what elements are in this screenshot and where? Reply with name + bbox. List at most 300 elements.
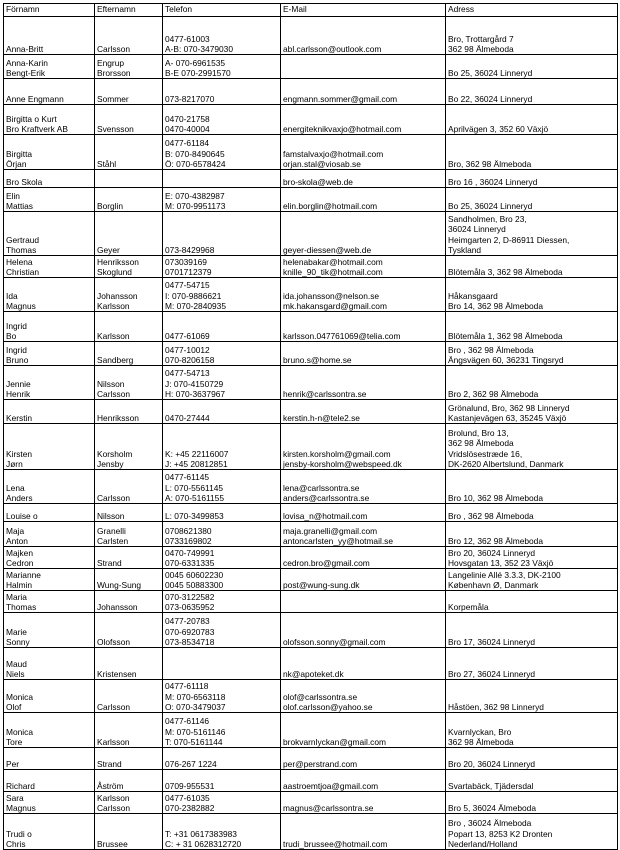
table-row (4, 748, 618, 770)
phone-cell (163, 79, 281, 105)
cell-line: København Ø, Danmark (448, 579, 539, 590)
phone-cell (163, 400, 281, 424)
cell-line: lovisa_n@hotmail.com (283, 510, 368, 521)
cell-line: karlsson.047761069@telia.com (283, 330, 401, 341)
cell-line: 0477-20783 (165, 616, 210, 627)
table-row (4, 17, 618, 55)
first-name-cell (4, 713, 95, 748)
email-cell (281, 188, 446, 212)
address-cell (446, 770, 618, 792)
cell-line: Bro 14, 362 98 Älmeboda (448, 300, 543, 311)
phone-cell (163, 613, 281, 648)
cell-line: Kirsten (6, 448, 33, 459)
cell-line: bro-skola@web.de (283, 176, 353, 187)
first-name-cell (4, 400, 95, 424)
cell-line: brokvarnlyckan@gmail.com (283, 736, 386, 747)
first-name-cell (4, 748, 95, 770)
email-cell (281, 256, 446, 278)
cell-line: ida.johansson@nelson.se (283, 290, 380, 301)
cell-line: Kerstin (6, 412, 33, 423)
last-name-cell (95, 547, 163, 569)
cell-line: Strand (97, 557, 122, 568)
first-name-cell (4, 522, 95, 547)
header-address: Adress (446, 4, 618, 17)
last-name-cell (95, 79, 163, 105)
phone-cell (163, 424, 281, 470)
cell-line: A-B: 070-3479030 (165, 43, 233, 54)
cell-line: Skoglund (97, 266, 132, 277)
cell-line: bruno.s@home.se (283, 354, 352, 365)
email-cell (281, 170, 446, 188)
cell-line: Heimgarten 2, D-86911 Diessen, (448, 234, 570, 245)
cell-line: Thomas (6, 244, 37, 255)
cell-line: 0733169802 (165, 535, 212, 546)
cell-line: abl.carlsson@outlook.com (283, 43, 382, 54)
last-name-cell (95, 504, 163, 522)
cell-line: magnus@carlssontra.se (283, 802, 374, 813)
cell-line: T: +31 0617383983 (165, 828, 237, 839)
cell-line: per@perstrand.com (283, 758, 358, 769)
cell-line: antoncarlsten_yy@hotmail.se (283, 535, 393, 546)
cell-line: Cedron (6, 557, 34, 568)
cell-line: Bro , 362 98 Älmeboda (448, 510, 534, 521)
cell-line: Bro , 36024 Älmeboda (448, 818, 532, 829)
last-name-cell (95, 135, 163, 170)
cell-line: Ingrid (6, 344, 27, 355)
cell-line: M: 070-9951173 (165, 200, 226, 211)
cell-line: H: 070-3637967 (165, 388, 226, 399)
cell-line: 0477-54715 (165, 280, 210, 291)
last-name-cell (95, 713, 163, 748)
cell-line: 0477-61146 (165, 716, 210, 727)
email-cell (281, 522, 446, 547)
email-cell (281, 424, 446, 470)
cell-line: Carlsson (97, 802, 131, 813)
table-row (4, 522, 618, 547)
last-name-cell (95, 312, 163, 342)
cell-line: Bengt-Erik (6, 67, 46, 78)
cell-line: Karlsson (97, 330, 130, 341)
cell-line: Borglin (97, 200, 124, 211)
email-cell (281, 680, 446, 713)
cell-line: E: 070-4382987 (165, 190, 225, 201)
email-cell (281, 17, 446, 55)
first-name-cell (4, 680, 95, 713)
cell-line: Marianne (6, 569, 41, 580)
cell-line: Bro 20, 36024 Linneryd (448, 547, 536, 558)
email-cell (281, 748, 446, 770)
table-row (4, 79, 618, 105)
cell-line: geyer-diessen@web.de (283, 244, 372, 255)
cell-line: M: 070-5161146 (165, 726, 226, 737)
address-cell (446, 366, 618, 400)
cell-line: 070-6920783 (165, 626, 215, 637)
cell-line: L: 070-3499853 (165, 510, 224, 521)
cell-line: henrik@carlssontra.se (283, 388, 367, 399)
table-row (4, 613, 618, 648)
cell-line: engmann.sommer@gmail.com (283, 93, 398, 104)
cell-line: Svensson (97, 123, 134, 134)
cell-line: Olofsson (97, 636, 131, 647)
last-name-cell (95, 424, 163, 470)
cell-line: Richard (6, 780, 35, 791)
cell-line: Tyskland (448, 244, 482, 255)
cell-line: Mattias (6, 200, 33, 211)
cell-line: 070-8206158 (165, 354, 215, 365)
phone-cell (163, 170, 281, 188)
phone-cell (163, 55, 281, 79)
cell-line: Elin (6, 190, 20, 201)
cell-line: helenabakar@hotmail.com (283, 256, 383, 267)
cell-line: olofsson.sonny@gmail.com (283, 636, 386, 647)
cell-line: 0701712379 (165, 266, 212, 277)
first-name-cell (4, 170, 95, 188)
first-name-cell (4, 79, 95, 105)
cell-line: Bro 16 , 36024 Linneryd (448, 176, 538, 187)
email-cell (281, 569, 446, 591)
address-cell (446, 470, 618, 504)
cell-line: Anne Engmann (6, 93, 64, 104)
cell-line: Maria (6, 591, 27, 602)
cell-line: Bro 5, 36024 Älmeboda (448, 802, 536, 813)
cell-line: Bo (6, 330, 17, 341)
cell-line: Sandberg (97, 354, 134, 365)
cell-line: Sommer (97, 93, 129, 104)
last-name-cell (95, 105, 163, 135)
cell-line: Kristensen (97, 668, 137, 679)
phone-cell (163, 547, 281, 569)
cell-line: Magnus (6, 300, 36, 311)
cell-line: Kastanjevägen 63, 35245 Växjö (448, 412, 567, 423)
email-cell (281, 648, 446, 680)
cell-line: Ida (6, 290, 18, 301)
cell-line: 0477-61145 (165, 472, 210, 483)
address-cell (446, 170, 618, 188)
address-cell (446, 504, 618, 522)
cell-line: 070-3122582 (165, 591, 215, 602)
table-row (4, 713, 618, 748)
first-name-cell (4, 342, 95, 366)
first-name-cell (4, 256, 95, 278)
address-cell (446, 648, 618, 680)
table-row (4, 680, 618, 713)
cell-line: Ståhl (97, 158, 117, 169)
cell-line: Blötemåla 3, 362 98 Älmeboda (448, 266, 563, 277)
cell-line: Tore (6, 736, 23, 747)
table-row (4, 212, 618, 256)
cell-line: aastroemtjoa@gmail.com (283, 780, 379, 791)
address-cell (446, 591, 618, 613)
cell-line: 362 98 Älmeboda (448, 43, 514, 54)
cell-line: Christian (6, 266, 40, 277)
last-name-cell (95, 814, 163, 850)
cell-line: Grönalund, Bro, 362 98 Linneryd (448, 402, 570, 413)
last-name-cell (95, 569, 163, 591)
table-row (4, 400, 618, 424)
cell-line: Per (6, 758, 20, 769)
cell-line: Niels (6, 668, 25, 679)
cell-line: C: + 31 0628312720 (165, 838, 242, 849)
table-row (4, 170, 618, 188)
phone-cell (163, 648, 281, 680)
phone-cell (163, 748, 281, 770)
first-name-cell (4, 212, 95, 256)
phone-cell (163, 770, 281, 792)
cell-line: Vridslösestræde 16, (448, 448, 523, 459)
cell-line: Strand (97, 758, 122, 769)
phone-cell (163, 504, 281, 522)
cell-line: Ingrid (6, 320, 27, 331)
address-cell (446, 256, 618, 278)
cell-line: Åström (97, 780, 124, 791)
phone-cell (163, 522, 281, 547)
cell-line: L: 070-5561145 (165, 482, 224, 493)
cell-line: 0470-40004 (165, 123, 210, 134)
last-name-cell (95, 400, 163, 424)
email-cell (281, 55, 446, 79)
cell-line: knille_90_tik@hotmail.com (283, 266, 383, 277)
cell-line: 073-0635952 (165, 601, 215, 612)
first-name-cell (4, 613, 95, 648)
table-row (4, 278, 618, 312)
address-cell (446, 342, 618, 366)
cell-line: 0470-21758 (165, 113, 210, 124)
last-name-cell (95, 256, 163, 278)
header-email: E-Mail (281, 4, 446, 17)
cell-line: 073-8534718 (165, 636, 215, 647)
cell-line: Magnus (6, 802, 36, 813)
cell-line: Chris (6, 838, 26, 849)
cell-line: Jennie (6, 378, 31, 389)
cell-line: 0477-61184 (165, 138, 210, 149)
cell-line: Korsholm (97, 448, 133, 459)
email-cell (281, 400, 446, 424)
address-cell (446, 792, 618, 814)
cell-line: 36024 Linneryd (448, 224, 506, 235)
cell-line: 362 98 Älmeboda (448, 438, 514, 449)
cell-line: lena@carlssontra.se (283, 482, 360, 493)
address-cell (446, 312, 618, 342)
cell-line: jensby-korsholm@webspeed.dk (283, 458, 402, 469)
address-cell (446, 424, 618, 470)
cell-line: Maja (6, 525, 25, 536)
cell-line: O: 070-3479037 (165, 701, 226, 712)
cell-line: Popart 13, 8253 K2 Dronten (448, 828, 553, 839)
cell-line: Brolund, Bro 13, (448, 428, 509, 439)
cell-line: nk@apoteket.dk (283, 668, 344, 679)
email-cell (281, 591, 446, 613)
last-name-cell (95, 680, 163, 713)
cell-line: Blötemåla 1, 362 98 Älmeboda (448, 330, 563, 341)
cell-line: Bro , 362 98 Älmeboda (448, 344, 534, 355)
cell-line: energiteknikvaxjo@hotmail.com (283, 123, 402, 134)
phone-cell (163, 278, 281, 312)
last-name-cell (95, 212, 163, 256)
cell-line: Ängsvägen 60, 36231 Tingsryd (448, 354, 564, 365)
cell-line: Henriksson (97, 412, 139, 423)
email-cell (281, 79, 446, 105)
cell-line: Langelinie Allé 3.3.3, DK-2100 (448, 569, 561, 580)
cell-line: Bro 27, 36024 Linneryd (448, 668, 536, 679)
address-cell (446, 814, 618, 850)
cell-line: Henriksson (97, 256, 139, 267)
cell-line: Thomas (6, 601, 37, 612)
email-cell (281, 713, 446, 748)
phone-cell (163, 713, 281, 748)
cell-line: Bro 20, 36024 Linneryd (448, 758, 536, 769)
cell-line: Carlsson (97, 701, 131, 712)
last-name-cell (95, 792, 163, 814)
last-name-cell (95, 366, 163, 400)
table-row (4, 366, 618, 400)
cell-line: Nederland/Holland (448, 838, 518, 849)
cell-line: Håstöen, 362 98 Linneryd (448, 701, 544, 712)
cell-line: Örjan (6, 158, 27, 169)
cell-line: Korpemåla (448, 601, 489, 612)
cell-line: Bo 25, 36024 Linneryd (448, 200, 533, 211)
cell-line: A: 070-5161155 (165, 492, 224, 503)
phone-cell (163, 135, 281, 170)
first-name-cell (4, 504, 95, 522)
table-row (4, 312, 618, 342)
email-cell (281, 504, 446, 522)
last-name-cell (95, 522, 163, 547)
cell-line: Bro 10, 362 98 Älmeboda (448, 492, 543, 503)
address-cell (446, 278, 618, 312)
first-name-cell (4, 547, 95, 569)
header-row (4, 4, 618, 17)
phone-cell (163, 470, 281, 504)
cell-line: Svartabäck, Tjädersdal (448, 780, 534, 791)
cell-line: Wung-Sung (97, 579, 142, 590)
cell-line: Brorsson (97, 67, 131, 78)
address-cell (446, 569, 618, 591)
cell-line: elin.borglin@hotmail.com (283, 200, 378, 211)
cell-line: Halmin (6, 579, 33, 590)
address-cell (446, 748, 618, 770)
table-row (4, 569, 618, 591)
cell-line: kerstin.h-n@tele2.se (283, 412, 360, 423)
cell-line: T: 070-5161144 (165, 736, 223, 747)
email-cell (281, 613, 446, 648)
cell-line: Bro, Trottargård 7 (448, 33, 514, 44)
cell-line: Bruno (6, 354, 29, 365)
table-row (4, 188, 618, 212)
first-name-cell (4, 55, 95, 79)
phone-cell (163, 212, 281, 256)
cell-line: 362 98 Älmeboda (448, 736, 514, 747)
cell-line: Bro 17, 36024 Linneryd (448, 636, 536, 647)
cell-line: mk.hakansgard@gmail.com (283, 300, 387, 311)
cell-line: Johansson (97, 290, 138, 301)
first-name-cell (4, 135, 95, 170)
cell-line: Lena (6, 482, 25, 493)
cell-line: 0477-61035 (165, 792, 210, 803)
first-name-cell (4, 105, 95, 135)
first-name-cell (4, 17, 95, 55)
first-name-cell (4, 648, 95, 680)
table-row (4, 256, 618, 278)
cell-line: 076-267 1224 (165, 758, 217, 769)
phone-cell (163, 342, 281, 366)
cell-line: Håkansgaard (448, 290, 498, 301)
phone-cell (163, 680, 281, 713)
address-cell (446, 212, 618, 256)
header-last-name: Efternamn (95, 4, 163, 17)
phone-cell (163, 105, 281, 135)
last-name-cell (95, 55, 163, 79)
contact-table (3, 3, 618, 850)
table-row (4, 591, 618, 613)
cell-line: Bro 2, 362 98 Älmeboda (448, 388, 539, 399)
cell-line: 0477-61069 (165, 330, 210, 341)
email-cell (281, 105, 446, 135)
email-cell (281, 547, 446, 569)
cell-line: Carlsson (97, 43, 131, 54)
cell-line: 073-8217070 (165, 93, 215, 104)
cell-line: Bo 25, 36024 Linneryd (448, 67, 533, 78)
email-cell (281, 342, 446, 366)
first-name-cell (4, 770, 95, 792)
phone-cell (163, 366, 281, 400)
table-row (4, 770, 618, 792)
cell-line: Sonny (6, 636, 30, 647)
cell-line: Karlsson (97, 792, 130, 803)
cell-line: 0709-955531 (165, 780, 215, 791)
address-cell (446, 17, 618, 55)
cell-line: cedron.bro@gmail.com (283, 557, 370, 568)
last-name-cell (95, 278, 163, 312)
cell-line: Louise o (6, 510, 38, 521)
cell-line: J: +45 20812851 (165, 458, 228, 469)
cell-line: Kvarnlyckan, Bro (448, 726, 512, 737)
last-name-cell (95, 188, 163, 212)
cell-line: M: 070-6563118 (165, 691, 226, 702)
cell-line: Aprilvägen 3, 352 60 Växjö (448, 123, 549, 134)
cell-line: Johansson (97, 601, 138, 612)
cell-line: 0477-61118 (165, 681, 209, 692)
cell-line: Jørn (6, 458, 23, 469)
last-name-cell (95, 17, 163, 55)
cell-line: A- 070-6961535 (165, 57, 226, 68)
table-row (4, 424, 618, 470)
email-cell (281, 312, 446, 342)
phone-cell (163, 569, 281, 591)
cell-line: Brussee (97, 838, 128, 849)
contact-rows (4, 17, 618, 850)
cell-line: B-E 070-2991570 (165, 67, 231, 78)
cell-line: 0045 60602230 (165, 569, 224, 580)
cell-line: 0477-61003 (165, 33, 210, 44)
cell-line: Olof (6, 701, 22, 712)
cell-line: 0477-10012 (165, 344, 210, 355)
cell-line: I: 070-9886621 (165, 290, 222, 301)
last-name-cell (95, 748, 163, 770)
last-name-cell (95, 770, 163, 792)
address-cell (446, 135, 618, 170)
cell-line: Granelli (97, 525, 126, 536)
cell-line: Majken (6, 547, 33, 558)
cell-line: Sandholmen, Bro 23, (448, 214, 527, 225)
phone-cell (163, 814, 281, 850)
last-name-cell (95, 591, 163, 613)
cell-line: Hovsgatan 13, 352 23 Växjö (448, 557, 554, 568)
cell-line: B: 070-8490645 (165, 148, 225, 159)
address-cell (446, 188, 618, 212)
header-first-name: Förnamn (4, 4, 95, 17)
first-name-cell (4, 569, 95, 591)
cell-line: Ö: 070-6578424 (165, 158, 226, 169)
